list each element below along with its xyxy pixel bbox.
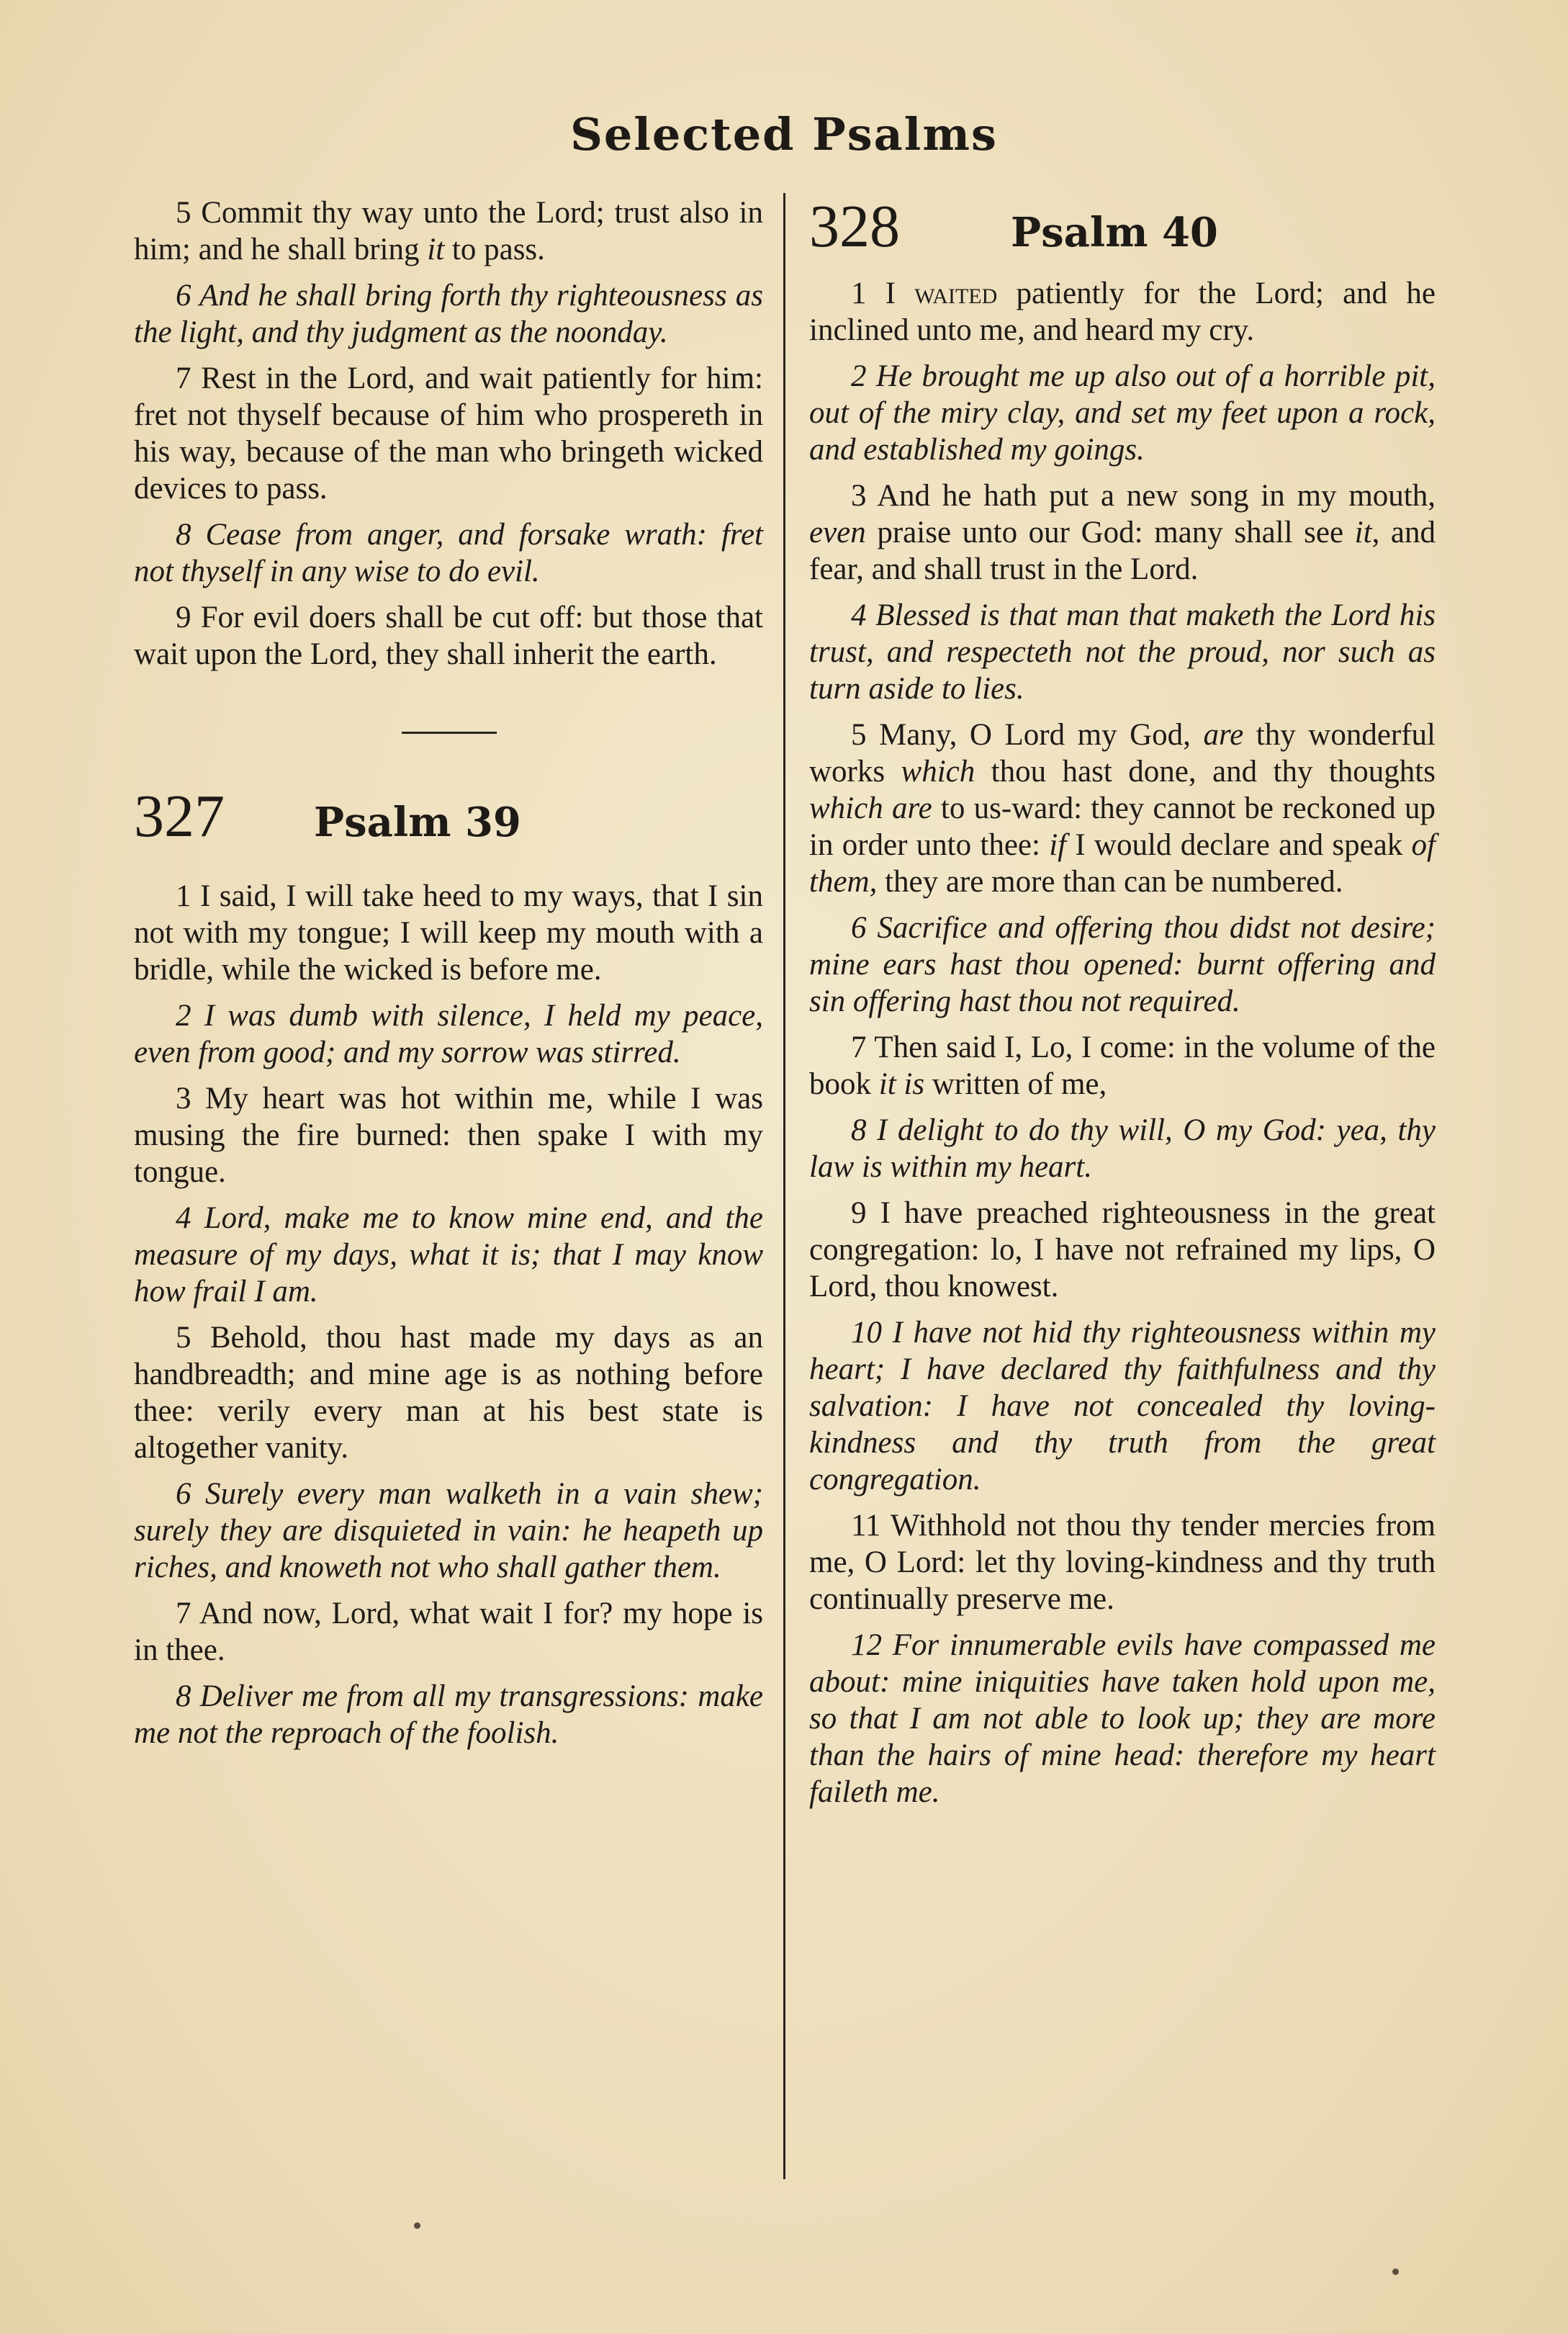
verse-text: 1 I <box>851 277 915 310</box>
section-separator <box>402 732 497 734</box>
right-column <box>809 194 1436 1820</box>
psalm-number: 328 <box>809 193 900 260</box>
verse-text: 7 And now, Lord, what wait I for? my hope is in thee. <box>134 1597 763 1667</box>
verse <box>134 1319 763 1466</box>
page-speck <box>414 2222 420 2229</box>
verse-text: praise unto our God: many shall see <box>865 516 1355 549</box>
verse-text: 5 Many, O Lord my God, <box>851 718 1204 752</box>
verse-text: thou hast done, and thy thoughts <box>975 755 1436 789</box>
verse-text: 6 Surely every man walketh in a vain shew; surely they are disquieted in vain: he heapeth up riches, and knoweth not who shall gather them. <box>134 1477 763 1584</box>
verse-text: thy wonderful works <box>809 718 1436 789</box>
verse-text: it is <box>878 1067 925 1101</box>
verse-text: 4 Blessed is that man that maketh the Lord his trust, and respecteth not the proud, nor such as turn aside to lies. <box>809 598 1436 706</box>
verse <box>809 1627 1436 1810</box>
psalm-37-continuation <box>134 194 763 673</box>
verse-text: 11 Withhold not thou thy tender mercies from me, O Lord: let thy loving-kindness and thy truth continually preserve me. <box>809 1509 1436 1616</box>
verse-text: patiently for the Lord; and he inclined unto me, and heard my cry. <box>809 277 1436 347</box>
verse-text: 12 For innumerable evils have compassed me about: mine iniquities have taken hold upon me, so that I am not able to look up; they are more than the hairs of mine head: therefore my heart faileth me. <box>809 1628 1436 1809</box>
verse-text: 7 Then said I, Lo, I come: in the volume of the book <box>809 1031 1436 1101</box>
verse-text: 5 Behold, thou hast made my days as an handbreadth; and mine age is as nothing before thee: verily every man at his best state is altogether vanity. <box>134 1321 763 1465</box>
verse <box>134 878 763 988</box>
verse <box>134 1200 763 1310</box>
verse-text: 8 Cease from anger, and forsake wrath: fret not thyself in any wise to do evil. <box>134 518 763 588</box>
verse <box>809 275 1436 349</box>
verse-text: 8 I delight to do thy will, O my God: yea, thy law is within my heart. <box>809 1113 1436 1184</box>
verse <box>809 1314 1436 1498</box>
verse-text: 9 I have preached righteousness in the great congregation: lo, I have not refrained my lips, O Lord, thou knowest. <box>809 1196 1436 1303</box>
verse-text: 4 Lord, make me to know mine end, and the measure of my days, what it is; that I may know how frail I am. <box>134 1201 763 1309</box>
verse <box>809 358 1436 468</box>
verse <box>134 1080 763 1190</box>
verse-text: 7 Rest in the Lord, and wait patiently for him: fret not thyself because of him who prospereth in his way, because of the man who bringeth wicked devices to pass. <box>134 362 763 506</box>
verse <box>134 277 763 351</box>
verse-text: to pass. <box>444 233 545 266</box>
verse <box>134 360 763 507</box>
verse-text: 3 And he hath put a new song in my mouth, <box>851 479 1436 513</box>
verse-text: even <box>809 516 866 549</box>
verse <box>809 717 1436 900</box>
verse-text: written of me, <box>924 1067 1107 1101</box>
verse-text: 2 I was dumb with silence, I held my peace, even from good; and my sorrow was stirred. <box>134 999 763 1069</box>
verse-text: are <box>1203 718 1244 752</box>
psalm-title: Psalm 39 <box>314 799 521 846</box>
verse-text: 2 He brought me up also out of a horrible pit, out of the miry clay, and set my feet upon a rock, and established my goings. <box>809 359 1436 467</box>
verse-text: I would declare and speak <box>1066 828 1412 862</box>
page-header-title: Selected Psalms <box>570 108 998 161</box>
verse-text: 6 Sacrifice and offering thou didst not desire; mine ears hast thou opened: burnt offering and sin offering hast thou not required. <box>809 911 1436 1018</box>
psalm-327-verses <box>134 878 763 1751</box>
psalm-328-heading <box>809 194 1436 259</box>
verse <box>809 1507 1436 1617</box>
verse-text: 1 I said, I will take heed to my ways, that I sin not with my tongue; I will keep my mouth with a bridle, while the wicked is before me. <box>134 879 763 987</box>
verse <box>134 599 763 673</box>
verse-text: waited <box>914 277 998 310</box>
left-column <box>134 194 763 1761</box>
verse <box>134 1678 763 1751</box>
verse-text: , and fear, and shall trust in the Lord. <box>809 516 1436 586</box>
verse <box>809 1029 1436 1103</box>
verse <box>134 997 763 1071</box>
verse <box>134 516 763 590</box>
verse <box>134 194 763 268</box>
psalm-328-verses <box>809 275 1436 1810</box>
verse-text: 6 And he shall bring forth thy righteousness as the light, and thy judgment as the noonday. <box>134 279 763 349</box>
verse-text: which are <box>809 791 932 825</box>
page-speck <box>1392 2268 1399 2275</box>
verse <box>134 1595 763 1669</box>
verse <box>809 1112 1436 1185</box>
verse-text: 8 Deliver me from all my transgressions: make me not the reproach of the foolish. <box>134 1679 763 1750</box>
verse <box>809 1195 1436 1305</box>
verse <box>809 910 1436 1020</box>
psalm-327-heading <box>134 784 763 849</box>
verse-text: to us-ward: they cannot be reckoned up in order unto thee: <box>809 791 1436 862</box>
verse <box>134 1476 763 1586</box>
verse-text: it <box>427 233 445 266</box>
column-divider <box>783 193 785 2179</box>
verse-text: which <box>901 755 976 789</box>
psalm-number: 327 <box>134 783 225 850</box>
verse-text: it <box>1354 516 1372 549</box>
verse-text: of them, <box>809 828 1436 899</box>
verse <box>809 477 1436 588</box>
verse-text: 9 For evil doers shall be cut off: but those that wait upon the Lord, they shall inherit the earth. <box>134 601 763 671</box>
verse-text: they are more than can be numbered. <box>877 865 1343 899</box>
verse-text: 10 I have not hid thy righteousness within my heart; I have declared thy faithfulness and thy salvation: I have not concealed thy loving-kindness and thy truth from the great congregation. <box>809 1316 1436 1496</box>
verse-text: 3 My heart was hot within me, while I was musing the fire burned: then spake I with my tongue. <box>134 1082 763 1189</box>
verse-text: if <box>1049 828 1067 862</box>
verse-text: 5 Commit thy way unto the Lord; trust also in him; and he shall bring <box>134 196 763 266</box>
psalm-title: Psalm 40 <box>1011 209 1218 256</box>
verse <box>809 597 1436 707</box>
